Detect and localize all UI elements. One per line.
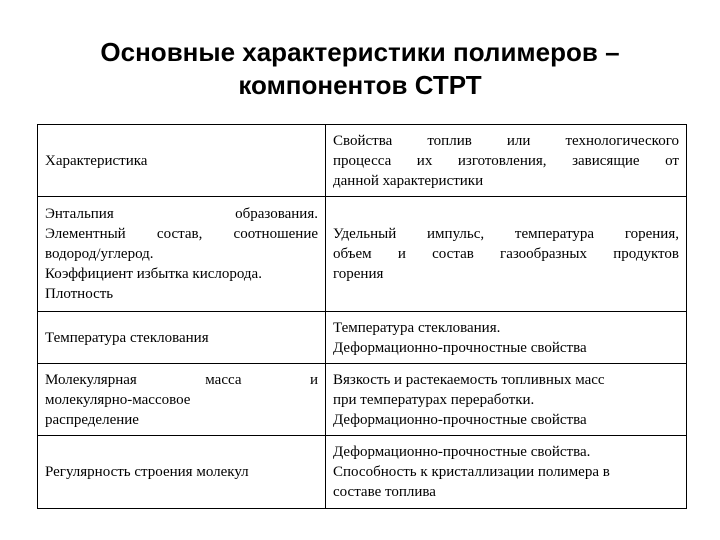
table-cell-properties <box>326 364 687 436</box>
cell-line: Температура стеклования. <box>333 319 501 336</box>
slide-title-line-1: Основные характеристики полимеров – <box>100 37 620 67</box>
cell-line: Деформационно-прочностные свойства <box>333 411 587 428</box>
cell-line: Температура стеклования <box>45 329 209 346</box>
cell-line: составе топлива <box>333 484 436 500</box>
cell-line: Способность к кристаллизации полимера в <box>333 464 610 480</box>
cell-line: процесса их изготовления, зависящие от <box>333 152 679 169</box>
slide-title-line-2: компонентов СТРТ <box>238 70 482 100</box>
cell-line: Элементный состав, соотношение <box>45 226 318 242</box>
table-cell-properties <box>326 312 687 364</box>
cell-line: Вязкость и растекаемость топливных масс <box>333 371 605 388</box>
cell-line: Плотность <box>45 286 114 302</box>
slide-title <box>0 36 720 102</box>
table-cell-properties <box>326 197 687 312</box>
table-cell-properties <box>326 436 687 509</box>
table-row <box>38 312 687 364</box>
cell-line: молекулярно-массовое <box>45 391 191 408</box>
table-cell-characteristic <box>38 312 326 364</box>
table-cell-characteristic <box>38 364 326 436</box>
cell-line: при температурах переработки. <box>333 391 535 408</box>
cell-line: Характеристика <box>45 152 148 169</box>
table-row <box>38 436 687 509</box>
table-cell-properties <box>326 125 687 197</box>
cell-line: Регулярность строения молекул <box>45 464 249 480</box>
cell-line: водород/углерод. <box>45 246 154 262</box>
cell-line: данной характеристики <box>333 172 484 189</box>
cell-line: распределение <box>45 411 139 428</box>
cell-line: Удельный импульс, температура горения, <box>333 226 679 242</box>
table-cell-characteristic <box>38 197 326 312</box>
cell-line: Деформационно-прочностные свойства <box>333 339 587 356</box>
table-cell-characteristic <box>38 125 326 197</box>
cell-line: Деформационно-прочностные свойства. <box>333 444 591 460</box>
table-cell-characteristic <box>38 436 326 509</box>
table-row <box>38 197 687 312</box>
characteristics-table <box>37 124 687 509</box>
table-row <box>38 364 687 436</box>
cell-line: Энтальпия образования. <box>45 206 318 222</box>
table-row <box>38 125 687 197</box>
cell-line: Свойства топлив или технологического <box>333 132 679 149</box>
cell-line: Молекулярная масса и <box>45 371 318 388</box>
cell-line: Коэффициент избытка кислорода. <box>45 266 262 282</box>
cell-line: горения <box>333 266 384 282</box>
cell-line: объем и состав газообразных продуктов <box>333 246 679 262</box>
